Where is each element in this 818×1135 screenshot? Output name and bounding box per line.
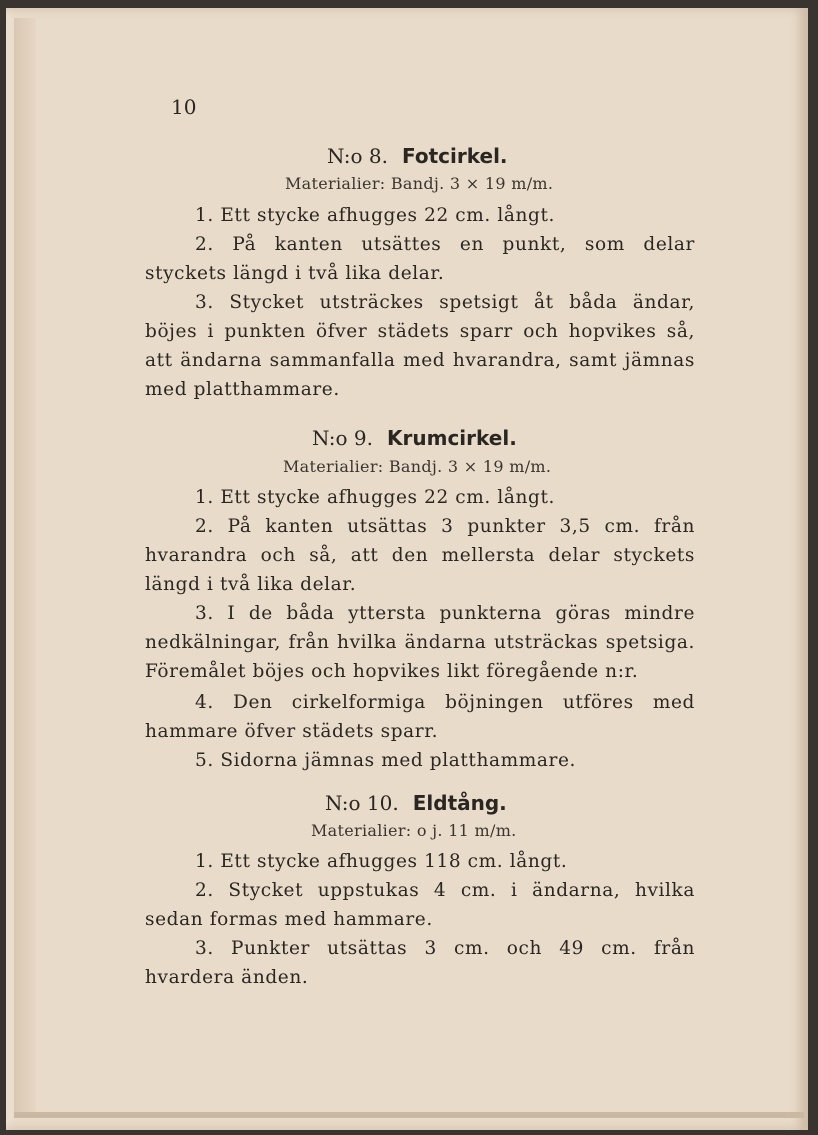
list-item: 2. På kanten utsättas 3 punkter 3,5 cm. från hvarandra och så, att den mellersta delar styckets längd i två lika delar. [145, 516, 695, 595]
list-item: 1. Ett stycke afhugges 22 cm. långt. [195, 487, 555, 508]
list-item: 3. Stycket utsträckes spetsigt åt båda ändar, böjes i punkten öfver städets sparr och hopvikes så, att ändarna sammanfalla med hvarandra, samt jämnas med platthammare. [145, 292, 695, 400]
list-item: 2. Stycket uppstukas 4 cm. i ändarna, hvilka sedan formas med hammare. [145, 880, 695, 930]
section-heading-10 [325, 791, 507, 815]
section-heading-8 [327, 144, 508, 168]
materials-line: Materialier: o j. 11 m/m. [311, 821, 517, 840]
list-item: 5. Sidorna jämnas med platthammare. [195, 750, 576, 771]
list-item: 1. Ett stycke afhugges 22 cm. långt. [195, 205, 555, 226]
section-number: N:o 8. [327, 144, 389, 168]
section-number: N:o 10. [325, 791, 399, 815]
section-title: Krumcirkel. [387, 426, 517, 450]
page-edge [14, 18, 36, 1116]
list-item: 3. I de båda yttersta punkterna göras mindre nedkälningar, från hvilka ändarna utsträckas spetsiga. Föremålet böjes och hopvikes likt föregående n:r. [145, 603, 695, 682]
page-bottom-edge [14, 1112, 804, 1118]
list-item: 1. Ett stycke afhugges 118 cm. långt. [195, 851, 568, 872]
section-title: Eldtång. [412, 791, 507, 815]
section-title: Fotcirkel. [402, 144, 508, 168]
list-item: 3. Punkter utsättas 3 cm. och 49 cm. från hvardera änden. [145, 938, 695, 988]
page-number: 10 [171, 95, 197, 119]
materials-line: Materialier: Bandj. 3 × 19 m/m. [285, 174, 554, 193]
materials-line: Materialier: Bandj. 3 × 19 m/m. [283, 457, 552, 476]
section-heading-9 [312, 426, 517, 450]
list-item: 2. På kanten utsättes en punkt, som delar styckets längd i två lika delar. [145, 234, 695, 284]
list-item: 4. Den cirkelformiga böjningen utföres med hammare öfver städets sparr. [145, 692, 695, 742]
section-number: N:o 9. [312, 426, 374, 450]
